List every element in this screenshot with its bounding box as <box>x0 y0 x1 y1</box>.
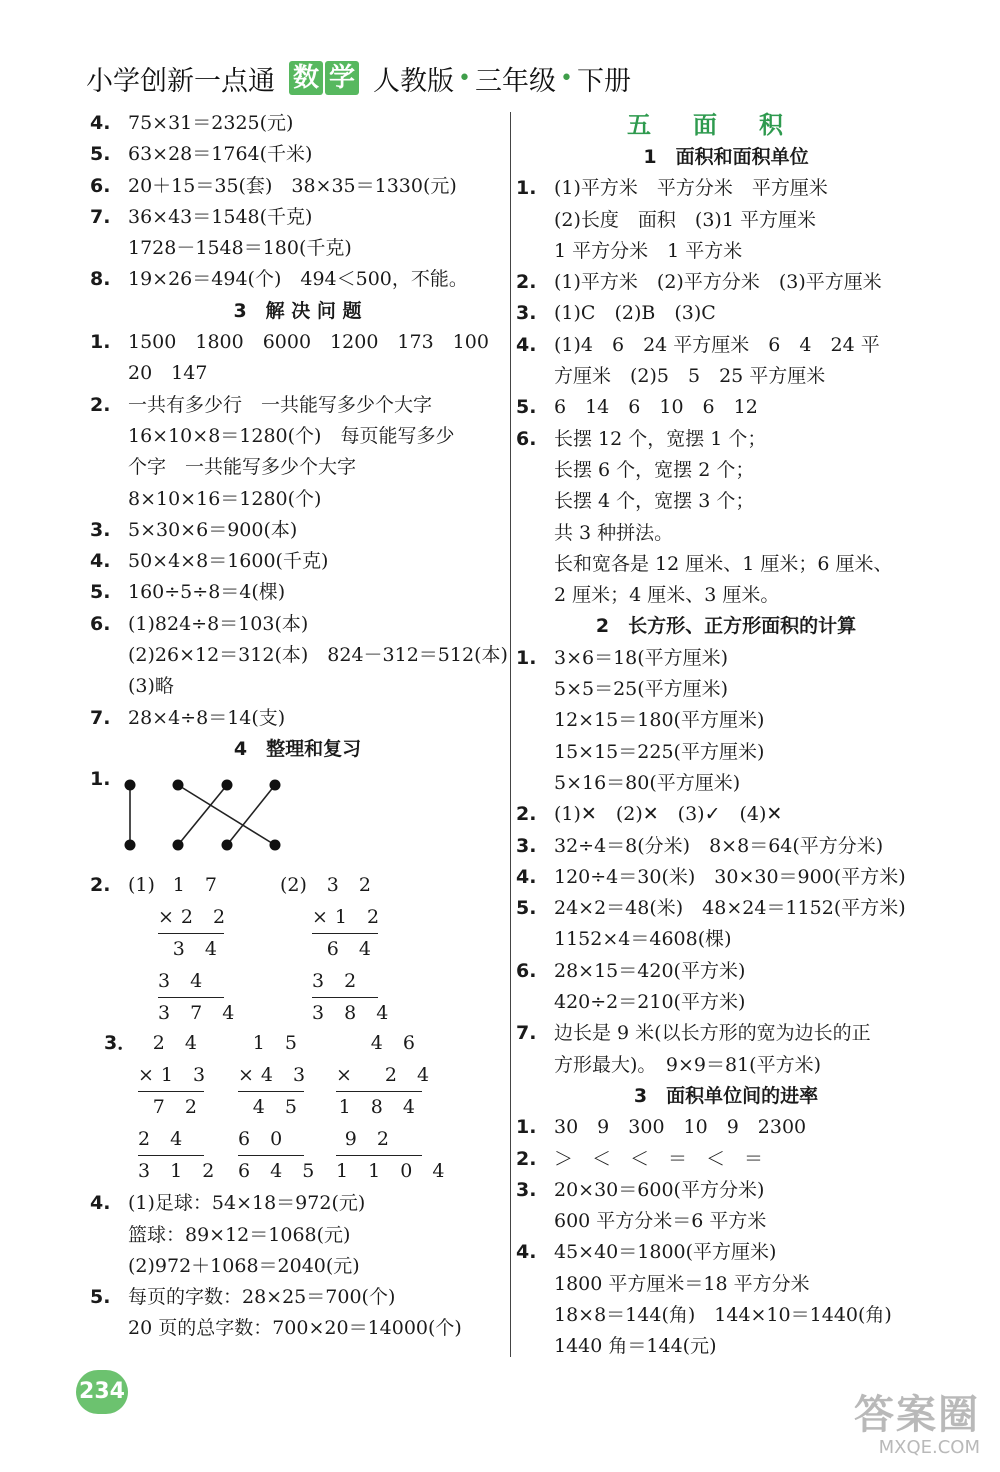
chapter-title: 五面积 <box>627 110 825 139</box>
question-number: 6. <box>516 427 537 450</box>
calc-row: 3 2 <box>312 966 378 999</box>
answer-line <box>90 484 505 515</box>
left-bottom-answers <box>90 1188 505 1344</box>
answer-text: 1 平方分米 1 平方米 <box>554 239 743 262</box>
question-number: 5. <box>90 143 111 166</box>
page-header <box>86 58 631 98</box>
answer-text: (2)长度 面积 (3)1 平方厘米 <box>554 208 816 231</box>
answer-text: 120÷4＝30(米) 30×30＝900(平方米) <box>554 865 906 888</box>
answer-line <box>516 768 936 799</box>
question-number: 4. <box>90 112 111 134</box>
question-number: 1. <box>516 1116 537 1139</box>
calc-row: ×2 2 <box>158 902 224 935</box>
calc-row: 3 8 4 <box>312 1002 396 1025</box>
answer-line <box>516 674 936 705</box>
answer-text: 边长是 9 米(以长方形的宽为边长的正 <box>554 1022 871 1045</box>
question-number: 2. <box>516 271 537 294</box>
answer-text: (1)4 6 24 平方厘米 6 4 24 平 <box>554 333 880 356</box>
watermark <box>800 1392 980 1458</box>
answer-line <box>516 1112 936 1143</box>
question-number: 4. <box>516 865 537 888</box>
answer-text: 篮球：89×12＝1068(元) <box>128 1223 351 1246</box>
answer-text: (2)972＋1068＝2040(元) <box>128 1254 360 1277</box>
answer-line <box>516 267 936 298</box>
question-number: 6. <box>516 959 537 982</box>
answer-text: (1)✕ (2)✕ (3)✓ (4)✕ <box>554 803 783 826</box>
question-number: 5. <box>516 396 537 419</box>
answer-line <box>516 518 936 549</box>
answer-line <box>516 424 936 455</box>
watermark-logo-text: 答案圈 <box>854 1392 980 1438</box>
answer-line <box>516 455 936 486</box>
answer-line <box>516 236 936 267</box>
answer-line <box>516 1206 936 1237</box>
answer-text: 5×16＝80(平方厘米) <box>554 771 741 794</box>
grade-label: 三年级 <box>474 65 556 97</box>
section-heading: 4 整理和复习 <box>233 737 362 760</box>
answer-line <box>90 703 505 734</box>
volume-label: 下册 <box>576 65 631 97</box>
question-number: 6. <box>90 174 111 197</box>
answer-line <box>90 327 505 358</box>
vertical-calc-3-3 <box>336 1028 452 1188</box>
answer-line <box>516 392 936 423</box>
answer-text: 6 14 6 10 6 12 <box>554 396 758 419</box>
answer-text: 20 147 <box>128 362 208 385</box>
answer-text: 30 9 300 10 9 2300 <box>554 1116 807 1139</box>
answer-line <box>90 452 505 483</box>
answer-text: (1)平方米 平方分米 平方厘米 <box>554 177 828 200</box>
calc-row: 4 6 <box>370 1032 422 1055</box>
answer-line <box>90 1313 505 1344</box>
question-number: 5. <box>90 1286 111 1309</box>
question-number: 3． <box>104 1032 137 1055</box>
answer-line <box>90 1282 505 1313</box>
answer-text: 20＋15＝35(套) 38×35＝1330(元) <box>128 174 457 197</box>
answer-line <box>516 1050 936 1081</box>
section-heading: 3 面积单位间的进率 <box>633 1084 819 1107</box>
calc-row: 3 4 <box>172 938 224 961</box>
answer-text: 5×5＝25(平方厘米) <box>554 678 729 701</box>
vertical-calc-2-1 <box>158 870 242 1030</box>
answer-text: 20×30＝600(平方分米) <box>554 1178 765 1201</box>
answer-text: 12×15＝180(平方厘米) <box>554 709 765 732</box>
right-answers <box>516 142 936 1363</box>
answer-text: 600 平方分米＝6 平方米 <box>554 1210 767 1233</box>
answer-text: 长摆 4 个，宽摆 3 个； <box>554 490 755 513</box>
question-number: 6. <box>90 612 111 635</box>
answer-line <box>90 421 505 452</box>
answer-line <box>90 1251 505 1282</box>
calc-row: 4 5 <box>252 1096 304 1119</box>
answer-line <box>90 358 505 389</box>
calc-row: 3 4 <box>158 966 224 999</box>
book-title: 小学创新一点通 <box>86 65 275 97</box>
question-number: 7. <box>90 205 111 228</box>
question-number: 1. <box>90 768 111 791</box>
answer-line <box>516 924 936 955</box>
calc-row: 6 4 5 <box>238 1160 322 1183</box>
question-number: 1. <box>516 646 537 669</box>
calc-row: ×4 3 <box>238 1060 304 1093</box>
answer-text: 8×10×16＝1280(个) <box>128 487 322 510</box>
answer-line <box>90 546 505 577</box>
answer-line <box>516 643 936 674</box>
answer-text: ＞ ＜ ＜ ＝ ＜ ＝ <box>554 1147 764 1170</box>
answer-line <box>516 1237 936 1268</box>
answer-text: 方形最大)。 9×9＝81(平方米) <box>554 1053 822 1076</box>
answer-text: (2)26×12＝312(本) 824－312＝512(本) <box>128 644 508 667</box>
answer-line <box>90 139 505 170</box>
subject-badge <box>289 61 361 95</box>
matching-lines-diagram <box>120 765 320 865</box>
question-number: 3. <box>516 834 537 857</box>
question-number: 2. <box>90 393 111 416</box>
answer-line <box>516 1144 936 1175</box>
vertical-calc-3-1 <box>138 1028 222 1188</box>
calc-row: 1 1 0 4 <box>336 1160 452 1183</box>
calc-tag: (1) <box>128 874 155 897</box>
answer-line <box>516 361 936 392</box>
question-number: 4. <box>516 333 537 356</box>
answer-text: 1152×4＝4608(棵) <box>554 928 732 951</box>
answer-text: 3×6＝18(平方厘米) <box>554 646 729 669</box>
answer-text: 160÷5÷8＝4(棵) <box>128 581 286 604</box>
answer-line <box>90 640 508 671</box>
answer-text: 2 厘米；4 厘米、3 厘米。 <box>554 584 780 607</box>
answer-text: 63×28＝1764(千米) <box>128 143 313 166</box>
question-number: 5. <box>90 581 111 604</box>
calc-row: ×1 3 <box>138 1060 204 1093</box>
section-heading: 3 解 决 问 题 <box>233 299 362 322</box>
answer-line <box>90 108 505 139</box>
section-heading: 2 长方形、正方形面积的计算 <box>595 615 857 638</box>
calc-row: 1 7 <box>172 874 224 897</box>
matching-figure <box>90 765 505 870</box>
answer-text: 共 3 种拼法。 <box>554 521 674 544</box>
answer-line <box>90 264 505 295</box>
subject-char: 数 <box>289 61 323 95</box>
calc-row: 9 2 <box>336 1124 422 1157</box>
watermark-url: MXQE.COM <box>878 1437 980 1458</box>
answer-text: 420÷2＝210(平方米) <box>554 991 746 1014</box>
answer-text: 28×4÷8＝14(支) <box>128 706 286 729</box>
question-number: 5. <box>516 897 537 920</box>
answer-text: (1)C (2)B (3)C <box>554 302 716 325</box>
question-number: 4. <box>90 1192 111 1215</box>
calc-row: 6 4 <box>326 938 378 961</box>
answer-line <box>516 831 936 862</box>
question-number: 2. <box>516 803 537 826</box>
answer-line <box>516 737 936 768</box>
answer-line <box>516 1269 936 1300</box>
calc-row: 1 5 <box>252 1032 304 1055</box>
question-2-calcs <box>90 870 505 1028</box>
separator-dot: • <box>559 65 573 91</box>
answer-line <box>516 1175 936 1206</box>
answer-line <box>90 609 505 640</box>
answer-line <box>90 1220 505 1251</box>
answer-line <box>90 233 505 264</box>
calc-row: 3 2 <box>326 874 378 897</box>
question-number: 7. <box>90 706 111 729</box>
answer-text: (3)略 <box>128 675 174 698</box>
answer-text: 32÷4＝8(分米) 8×8＝64(平方分米) <box>554 834 884 857</box>
calc-row: 3 1 2 <box>138 1160 222 1183</box>
vertical-calc-3-2 <box>238 1028 322 1188</box>
column-divider <box>510 112 511 1357</box>
answer-text: 1728－1548＝180(千克) <box>128 237 352 260</box>
answer-text: 个字 一共能写多少个大字 <box>128 456 357 479</box>
page-number-badge: 234 <box>76 1370 128 1414</box>
answer-line <box>516 862 936 893</box>
calc-tag: (2) <box>280 874 307 897</box>
calc-row: × 2 4 <box>336 1060 422 1093</box>
answer-text: 18×8＝144(角) 144×10＝1440(角) <box>554 1303 892 1326</box>
question-number: 2. <box>516 1147 537 1170</box>
answer-text: 每页的字数：28×25＝700(个) <box>128 1286 396 1309</box>
answer-line <box>516 205 936 236</box>
calc-row: 2 4 <box>152 1032 204 1055</box>
section-heading: 1 面积和面积单位 <box>643 146 809 168</box>
calc-row: 6 0 <box>238 1124 304 1157</box>
answer-line <box>516 987 936 1018</box>
calc-row: 1 8 4 <box>338 1096 422 1119</box>
question-number: 4. <box>90 550 111 573</box>
answer-text: 1800 平方厘米＝18 平方分米 <box>554 1272 810 1295</box>
answer-line <box>90 202 505 233</box>
question-number: 3. <box>516 1178 537 1201</box>
left-top-answers <box>90 108 508 765</box>
answer-text: 5×30×6＝900(本) <box>128 518 298 541</box>
subject-char: 学 <box>325 61 359 95</box>
answer-line <box>516 173 936 204</box>
calc-row: ×1 2 <box>312 902 378 935</box>
answer-text: 长摆 12 个，宽摆 1 个； <box>554 427 767 450</box>
answer-text: 15×15＝225(平方厘米) <box>554 740 765 763</box>
answer-text: (1)824÷8＝103(本) <box>128 612 309 635</box>
answer-text: 方厘米 (2)5 5 25 平方厘米 <box>554 365 826 388</box>
answer-line <box>90 515 505 546</box>
answer-line <box>516 705 936 736</box>
calc-row: 2 4 <box>138 1124 204 1157</box>
question-number: 1. <box>516 177 537 200</box>
answer-line <box>516 1018 936 1049</box>
answer-text: 长摆 6 个，宽摆 2 个； <box>554 458 755 481</box>
right-column <box>516 108 936 1363</box>
answer-line <box>516 486 936 517</box>
question-number: 4. <box>516 1241 537 1264</box>
answer-text: 24×2＝48(米) 48×24＝1152(平方米) <box>554 897 906 920</box>
vertical-calc-2-2 <box>312 870 396 1030</box>
calc-row: 3 7 4 <box>158 1002 242 1025</box>
question-number: 1. <box>90 331 111 354</box>
answer-text: 75×31＝2325(元) <box>128 112 294 134</box>
answer-text: 36×43＝1548(千克) <box>128 205 313 228</box>
answer-text: 45×40＝1800(平方厘米) <box>554 1241 777 1264</box>
separator-dot: • <box>458 65 471 91</box>
answer-text: (1)足球：54×18＝972(元) <box>128 1192 366 1215</box>
answer-text: 28×15＝420(平方米) <box>554 959 746 982</box>
left-column <box>90 108 508 1345</box>
answer-line <box>516 580 936 611</box>
answer-text: (1)平方米 (2)平方分米 (3)平方厘米 <box>554 271 882 294</box>
answer-text: 16×10×8＝1280(个) 每页能写多少 <box>128 424 455 447</box>
answer-line <box>516 298 936 329</box>
question-number: 8. <box>90 268 111 291</box>
question-number: 2. <box>90 874 111 897</box>
answer-text: 20 页的总字数：700×20＝14000(个) <box>128 1317 462 1340</box>
answer-text: 50×4×8＝1600(千克) <box>128 550 329 573</box>
edition-label: 人教版 <box>373 65 454 97</box>
answer-line <box>516 799 936 830</box>
answer-text: 19×26＝494(个) 494＜500，不能。 <box>128 268 468 291</box>
answer-line <box>516 1331 936 1362</box>
answer-text: 1500 1800 6000 1200 173 100 <box>128 331 489 354</box>
answer-text: 一共有多少行 一共能写多少个大字 <box>128 393 433 416</box>
answer-text: 1440 角＝144(元) <box>554 1335 717 1358</box>
answer-line <box>516 1300 936 1331</box>
question-number: 7. <box>516 1022 537 1045</box>
answer-line <box>516 549 936 580</box>
answer-text: 长和宽各是 12 厘米、1 厘米；6 厘米、 <box>554 552 893 575</box>
answer-line <box>90 390 505 421</box>
answer-line <box>516 956 936 987</box>
question-number: 3. <box>516 302 537 325</box>
calc-row: 7 2 <box>152 1096 204 1119</box>
question-number: 3. <box>90 518 111 541</box>
answer-line <box>516 330 936 361</box>
answer-line <box>90 577 505 608</box>
answer-line <box>90 171 505 202</box>
answer-line <box>516 893 936 924</box>
question-3-calcs <box>90 1028 505 1188</box>
answer-line <box>90 1188 505 1219</box>
answer-line <box>90 671 505 702</box>
